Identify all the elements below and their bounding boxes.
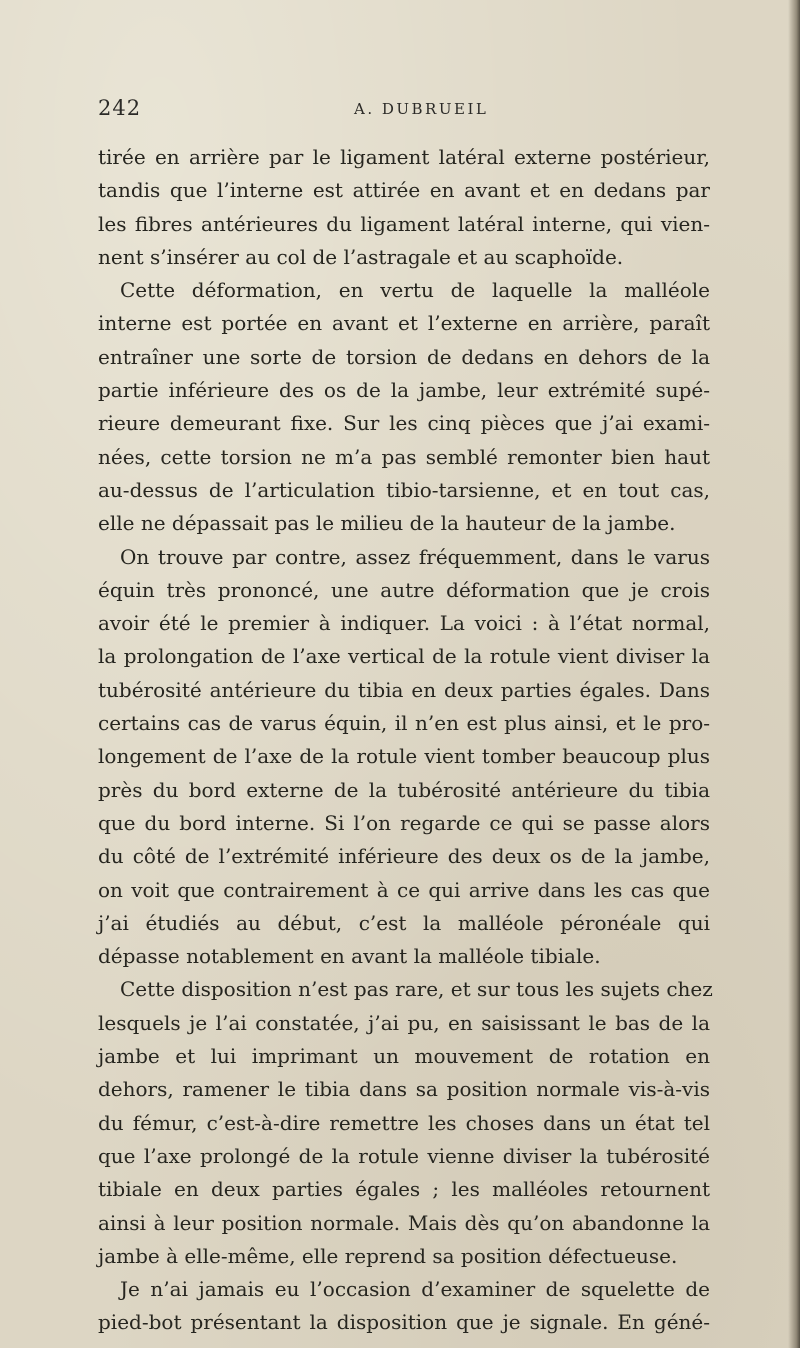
text-line: dehors, ramener le tibia dans sa position normale vis-à-vis: [98, 1077, 710, 1102]
text-line: rieure demeurant fixe. Sur les cinq pièces que j’ai exami-: [98, 411, 710, 436]
text-line: elle ne dépassait pas le milieu de la hauteur de la jambe.: [98, 511, 676, 536]
text-line: On trouve par contre, assez fréquemment, dans le varus: [120, 544, 710, 569]
body-text: [98, 141, 713, 1340]
text-line: avoir été le premier à indiquer. La voici : à l’état normal,: [98, 611, 710, 636]
running-head: A. DUBRUEIL: [354, 100, 489, 118]
text-line: tibiale en deux parties égales ; les malléoles retournent: [98, 1177, 710, 1202]
text-line: partie inférieure des os de la jambe, leur extrémité supé-: [98, 378, 710, 403]
text-line: du fémur, c’est-à-dire remettre les choses dans un état tel: [98, 1110, 710, 1135]
text-line: équin très prononcé, une autre déformation que je crois: [98, 577, 710, 602]
text-line: longement de l’axe de la rotule vient tomber beaucoup plus: [98, 744, 710, 769]
text-line: Cette déformation, en vertu de laquelle la malléole: [120, 278, 710, 303]
text-line: tubérosité antérieure du tibia en deux parties égales. Dans: [98, 677, 710, 702]
text-line: interne est portée en avant et l’externe en arrière, paraît: [98, 311, 710, 336]
text-line: nent s’insérer au col de l’astragale et au scaphoïde.: [98, 244, 624, 269]
text-line: entraîner une sorte de torsion de dedans en dehors de la: [98, 344, 710, 369]
text-line: on voit que contrairement à ce qui arrive dans les cas que: [98, 877, 710, 902]
text-line: tandis que l’interne est attirée en avant et en dedans par: [98, 178, 710, 203]
text-line: dépasse notablement en avant la malléole tibiale.: [98, 944, 601, 969]
page-number: 242: [98, 96, 142, 120]
text-line: jambe à elle-même, elle reprend sa position défectueuse.: [98, 1243, 678, 1268]
page-edge-shadow: [788, 0, 800, 1348]
text-line: Cette disposition n’est pas rare, et sur tous les sujets chez: [120, 977, 713, 1002]
text-line: près du bord externe de la tubérosité antérieure du tibia: [98, 777, 710, 802]
text-line: que l’axe prolongé de la rotule vienne diviser la tubérosité: [98, 1143, 710, 1168]
text-line: tirée en arrière par le ligament latéral externe postérieur,: [98, 145, 710, 169]
text-line: lesquels je l’ai constatée, j’ai pu, en saisissant le bas de la: [98, 1010, 710, 1035]
text-line: pied-bot présentant la disposition que je signale. En géné-: [98, 1310, 710, 1335]
text-line: les fibres antérieures du ligament latéral interne, qui vien-: [98, 211, 710, 236]
text-line: Je n’ai jamais eu l’occasion d’examiner de squelette de: [120, 1277, 710, 1302]
text-line: la prolongation de l’axe vertical de la rotule vient diviser la: [98, 644, 710, 669]
page-header: [98, 96, 710, 130]
text-line: jambe et lui imprimant un mouvement de rotation en: [98, 1044, 710, 1069]
text-line: ainsi à leur position normale. Mais dès qu’on abandonne la: [98, 1210, 710, 1235]
text-line: nées, cette torsion ne m’a pas semblé remonter bien haut: [98, 444, 710, 469]
text-line: du côté de l’extrémité inférieure des deux os de la jambe,: [98, 844, 710, 869]
text-line: que du bord interne. Si l’on regarde ce qui se passe alors: [98, 810, 710, 835]
text-line: certains cas de varus équin, il n’en est plus ainsi, et le pro-: [98, 711, 710, 736]
text-line: j’ai étudiés au début, c’est la malléole péronéale qui: [98, 910, 710, 935]
text-line: au-dessus de l’articulation tibio-tarsienne, et en tout cas,: [98, 477, 710, 502]
